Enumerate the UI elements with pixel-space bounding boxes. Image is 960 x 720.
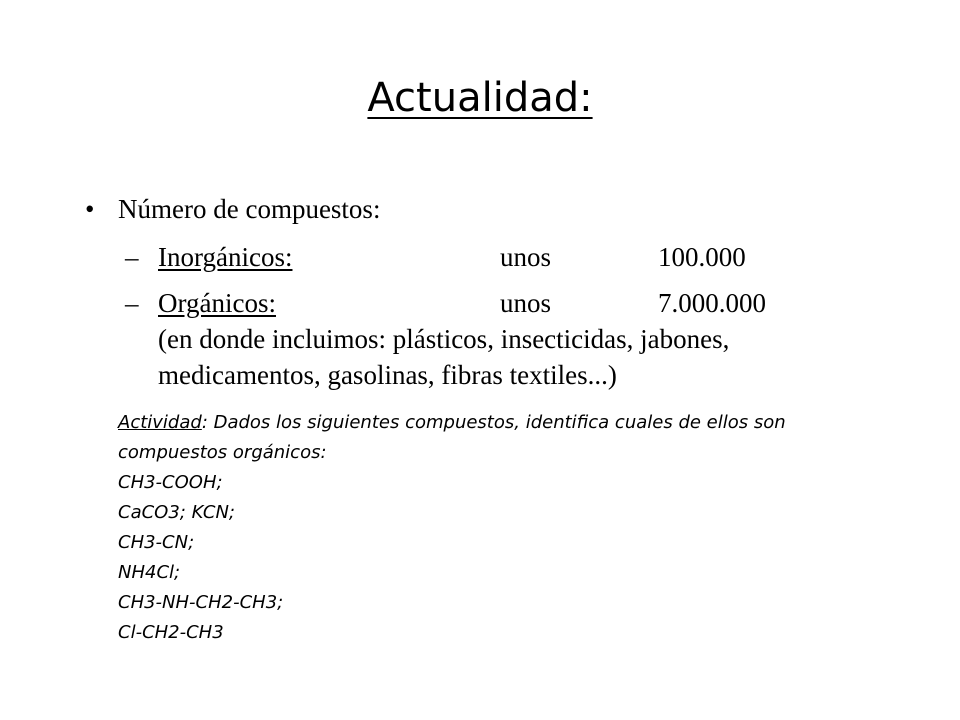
organic-count: 7.000.000 (658, 288, 766, 318)
compound-item: CH3-CN; (118, 532, 195, 553)
inorganic-qualifier: unos (500, 242, 552, 272)
dash-marker-inorganic: – (125, 242, 139, 272)
organic-qualifier: unos (500, 288, 552, 318)
activity-prompt-text: : Dados los siguientes compuestos, identifica cuales de ellos son (201, 412, 786, 433)
bullet-heading: Número de compuestos: (118, 194, 381, 224)
organic-note-line-2: medicamentos, gasolinas, fibras textiles...) (158, 360, 617, 390)
dash-marker-organic: – (125, 288, 139, 318)
activity-prompt-line-2: compuestos orgánicos: (118, 442, 327, 463)
compound-item: CH3-COOH; (118, 472, 223, 493)
compound-item: Cl-CH2-CH3 (118, 622, 224, 643)
inorganic-label: Inorgánicos: (158, 242, 293, 272)
compound-item: NH4Cl; (118, 562, 181, 583)
activity-prompt-line-1 (118, 408, 938, 438)
bullet-marker: • (85, 194, 95, 224)
slide-title: Actualidad: (367, 75, 593, 121)
activity-label: Actividad (118, 412, 202, 433)
activity-block (118, 408, 938, 648)
compound-item: CH3-NH-CH2-CH3; (118, 592, 284, 613)
organic-label: Orgánicos: (158, 288, 276, 318)
organic-note-line-1: (en donde incluimos: plásticos, insecticidas, jabones, (158, 324, 730, 354)
compound-item: CaCO3; KCN; (118, 502, 235, 523)
inorganic-count: 100.000 (658, 242, 746, 272)
